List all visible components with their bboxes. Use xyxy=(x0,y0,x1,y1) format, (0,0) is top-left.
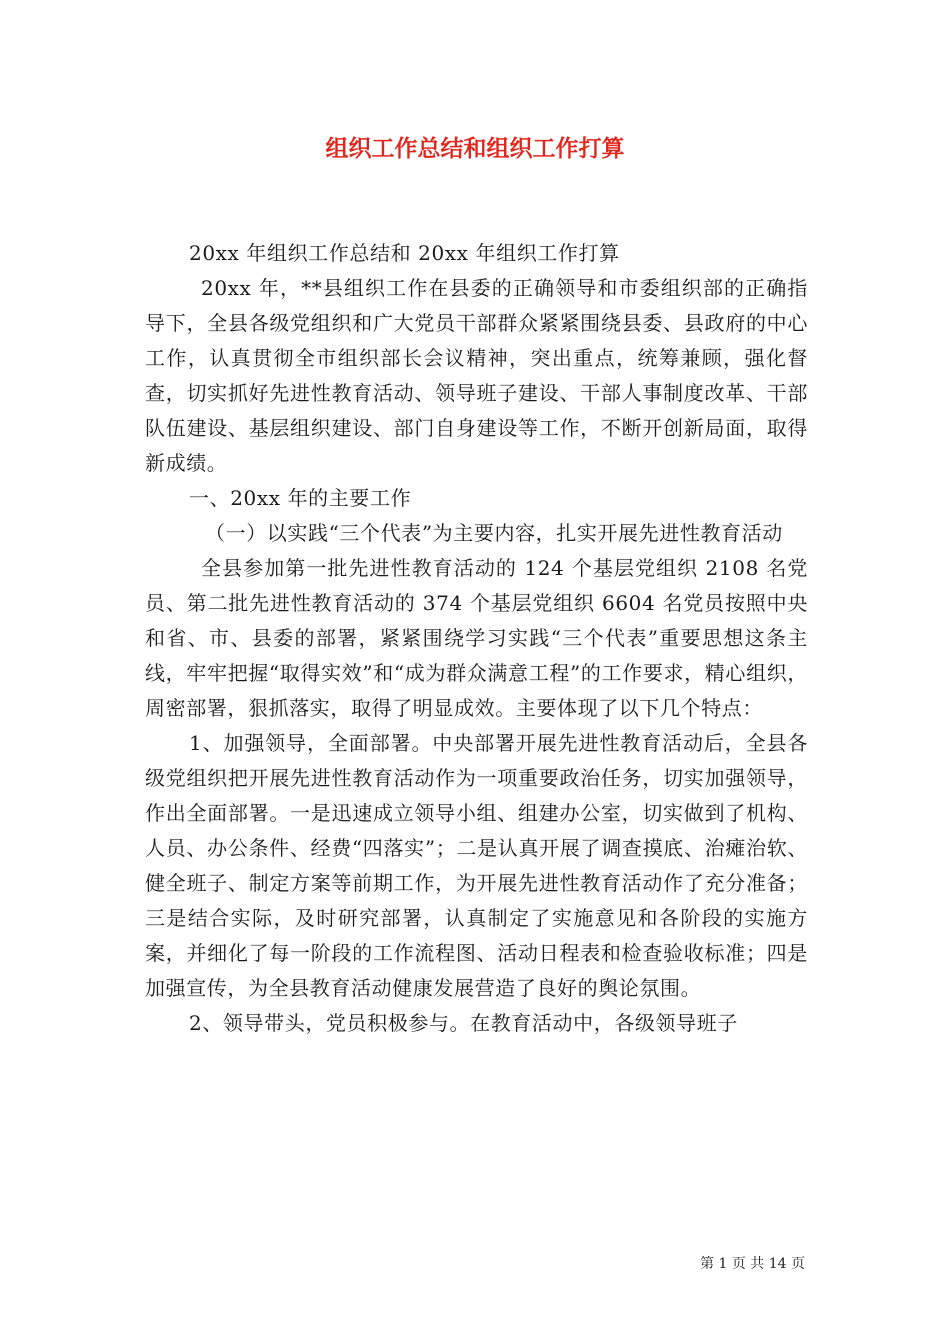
section-heading: 一、20xx 年的主要工作 xyxy=(189,486,412,510)
page-footer: 第 1 页 共 14 页 xyxy=(700,1256,805,1272)
document-title: 组织工作总结和组织工作打算 xyxy=(325,136,625,162)
paragraph-point-1: 1、加强领导，全面部署。中央部署开展先进性教育活动后，全县各级党组织把开展先进性教育活动作为一项重要政治任务，切实加强领导，作出全面部署。一是迅速成立领导小组、组建办公室，切实做到了机构、人员、办公条件、经费“四落实”；二是认真开展了调查摸底、治瘫治软、健全班子、制定方案等前期工作，为开展先进性教育活动作了充分准备；三是结合实际，及时研究部署，认真制定了实施意见和各阶段的实施方案，并细化了每一阶段的工作流程图、活动日程表和检查验收标准；四是加强宣传，为全县教育活动健康发展营造了良好的舆论氛围。 xyxy=(145,731,808,1000)
paragraph-body: 全县参加第一批先进性教育活动的 124 个基层党组织 2108 名党员、第二批先进性教育活动的 374 个基层党组织 6604 名党员按照中央和省、市、县委的部署，紧紧围绕学习实践“三个代表”重要思想这条主线，牢牢把握“取得实效”和“成为群众满意工程”的工作要求，精心组织，周密部署，狠抓落实，取得了明显成效。主要体现了以下几个特点： xyxy=(145,556,808,720)
subsection-heading: （一）以实践“三个代表”为主要内容，扎实开展先进性教育活动 xyxy=(205,521,783,545)
paragraph-point-2: 2、领导带头，党员积极参与。在教育活动中，各级领导班子 xyxy=(189,1011,738,1035)
paragraph-intro: 20xx 年，**县组织工作在县委的正确领导和市委组织部的正确指导下，全县各级党组织和广大党员干部群众紧紧围绕县委、县政府的中心工作，认真贯彻全市组织部长会议精神，突出重点，统筹兼顾，强化督查，切实抓好先进性教育活动、领导班子建设、干部人事制度改革、干部队伍建设、基层组织建设、部门自身建设等工作，不断开创新局面，取得新成绩。 xyxy=(145,276,808,475)
paragraph-subtitle: 20xx 年组织工作总结和 20xx 年组织工作打算 xyxy=(189,241,620,265)
document-body xyxy=(145,236,808,1041)
